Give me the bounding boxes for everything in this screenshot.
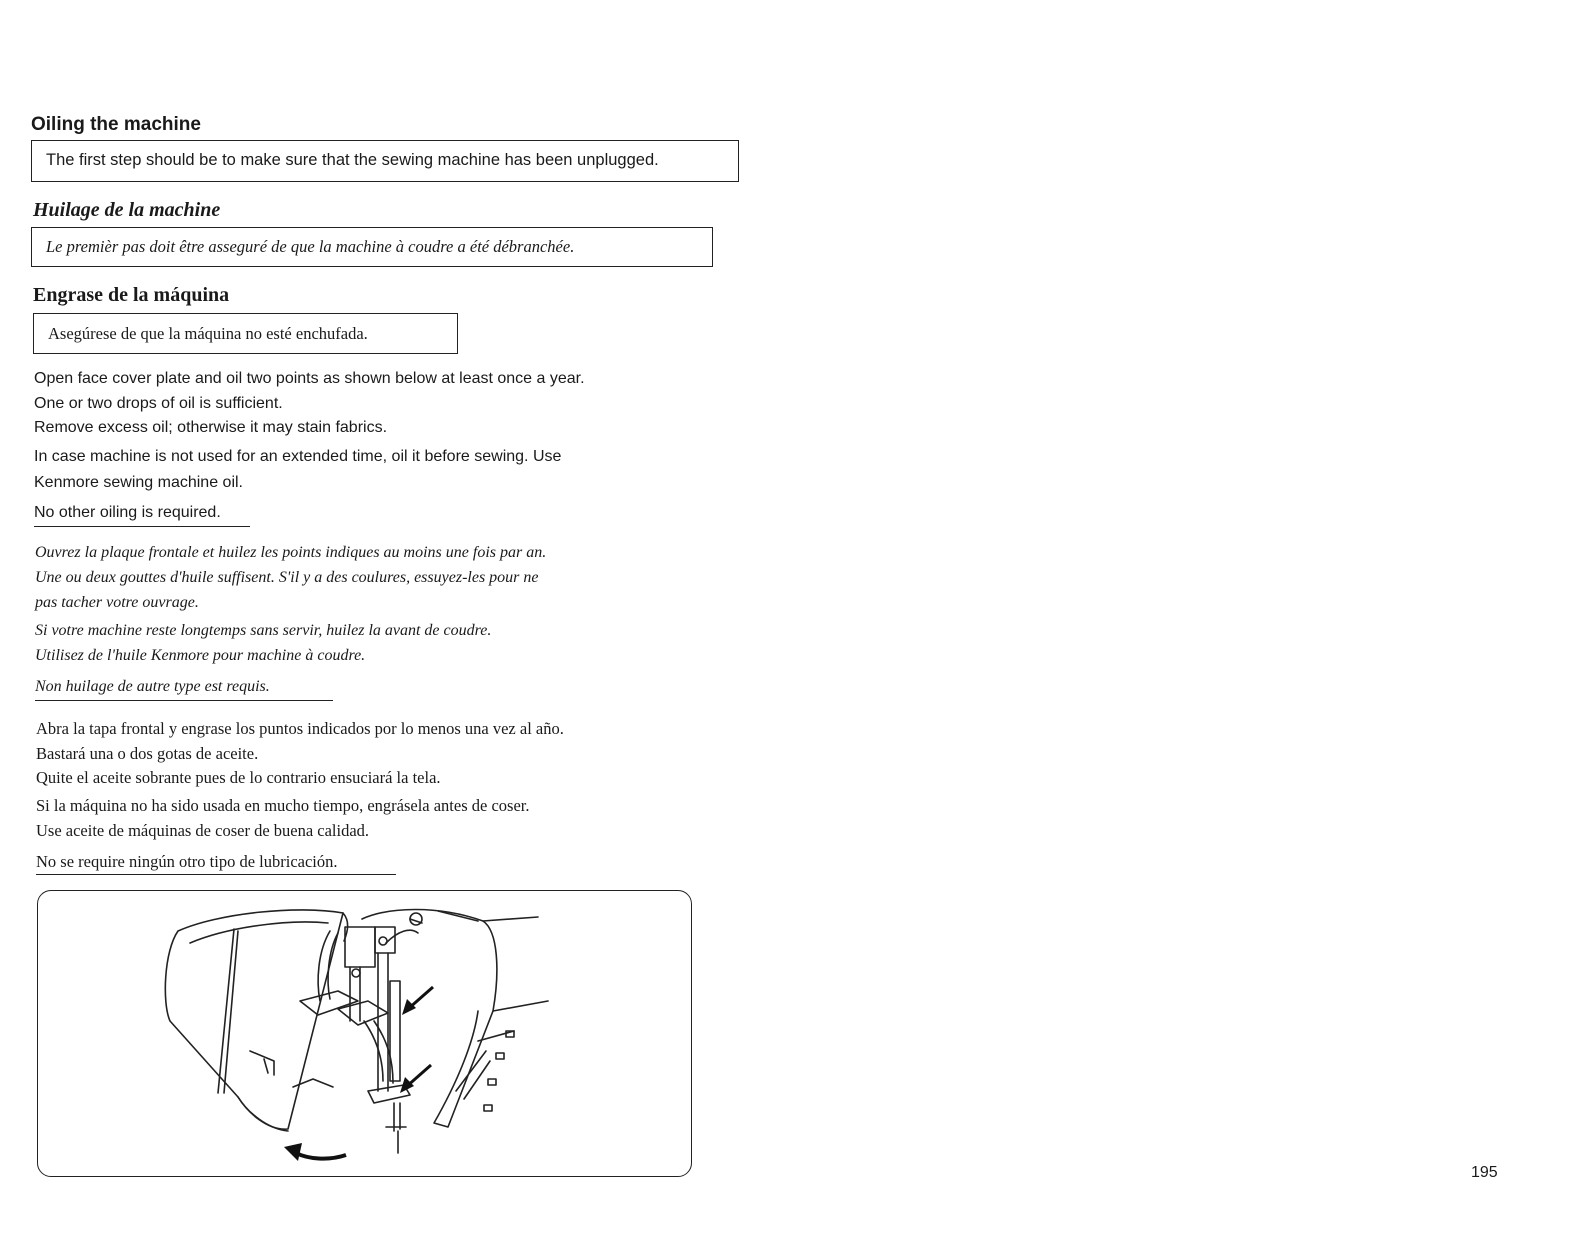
unplug-notice-spanish-text: Asegúrese de que la máquina no esté enchufada.: [48, 324, 368, 343]
spanish-line: Use aceite de máquinas de coser de buena calidad.: [36, 821, 370, 840]
spanish-line: Bastará una o dos gotas de aceite.: [36, 744, 259, 763]
french-line: Une ou deux gouttes d'huile suffisent. S'il y a des coulures, essuyez-les pour ne: [35, 569, 539, 586]
spanish-closing-underline: [36, 874, 396, 875]
face-cover-plate: [165, 910, 347, 1131]
oiling-points-illustration: [37, 890, 692, 1177]
unplug-notice-spanish: [33, 313, 458, 354]
unplug-notice-english: [31, 140, 739, 182]
english-closing-line: No other oiling is required.: [34, 504, 221, 521]
french-line: Ouvrez la plaque frontale et huilez les points indiques au moins une fois par an.: [35, 544, 547, 561]
oil-point-arrow-upper: [402, 987, 433, 1015]
open-cover-arrow: [284, 1143, 346, 1161]
unplug-notice-french-text: Le premièr pas doit être asseguré de que la machine à coudre a été débranchée.: [46, 237, 575, 256]
french-closing-line: Non huilage de autre type est requis.: [35, 678, 270, 695]
french-closing-underline: [35, 700, 333, 701]
french-line: Si votre machine reste longtemps sans servir, huilez la avant de coudre.: [35, 622, 492, 639]
spanish-closing-line: No se require ningún otro tipo de lubricación.: [36, 852, 338, 871]
heading-english: Oiling the machine: [31, 114, 201, 135]
english-line: Kenmore sewing machine oil.: [34, 474, 243, 491]
oil-point-arrow-lower: [400, 1065, 431, 1093]
unplug-notice-english-text: The first step should be to make sure that the sewing machine has been unplugged.: [46, 151, 659, 169]
spanish-line: Si la máquina no ha sido usada en mucho tiempo, engrásela antes de coser.: [36, 796, 530, 815]
french-line: pas tacher votre ouvrage.: [35, 594, 199, 611]
english-line: In case machine is not used for an extended time, oil it before sewing. Use: [34, 448, 562, 465]
spanish-line: Quite el aceite sobrante pues de lo contrario ensuciará la tela.: [36, 768, 441, 787]
unplug-notice-french: [31, 227, 713, 267]
english-line: Remove excess oil; otherwise it may stain fabrics.: [34, 419, 388, 436]
sewing-machine-face-cover-drawing: [38, 891, 693, 1178]
english-line: Open face cover plate and oil two points as shown below at least once a year.: [34, 370, 585, 387]
spanish-line: Abra la tapa frontal y engrase los puntos indicados por lo menos una vez al año.: [36, 719, 564, 738]
needle-bar-mechanism: [300, 913, 422, 1153]
french-line: Utilisez de l'huile Kenmore pour machine à coudre.: [35, 647, 366, 664]
page-number: 195: [1471, 1164, 1498, 1181]
heading-french: Huilage de la machine: [33, 199, 221, 221]
english-line: One or two drops of oil is sufficient.: [34, 395, 283, 412]
heading-spanish: Engrase de la máquina: [33, 284, 230, 306]
english-closing-underline: [34, 526, 250, 527]
